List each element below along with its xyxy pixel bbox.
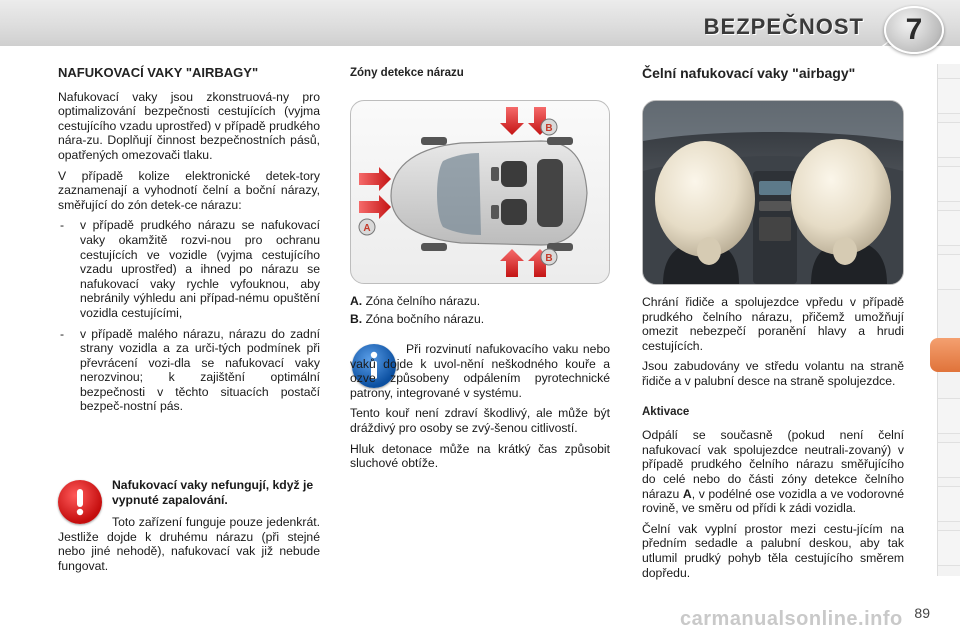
car-top-view-diagram <box>351 101 609 283</box>
chapter-tab[interactable] <box>938 398 960 434</box>
info-block <box>350 342 610 477</box>
right-column <box>642 295 904 586</box>
section-title-front-airbags: Čelní nafukovací vaky "airbagy" <box>642 65 856 81</box>
info-paragraph-noise: Hluk detonace může na krátký čas způsobit sluchové obtíže. <box>350 441 610 471</box>
warning-text: Toto zařízení funguje pouze jedenkrát. Jestliže dojde k druhému nárazu (při stejné nebo jiné nehodě), nafukovací vak již nebude fungovat. <box>58 515 320 573</box>
chapter-title: BEZPEČNOST <box>703 14 864 39</box>
chapter-tab[interactable] <box>938 486 960 522</box>
activation-paragraph: Odpálí se současně (pokud není čelní nafukovací vak spolujezdce neutrali-zovaný) v případě prudkého čelního nárazu směřujícího do celé nebo do části zóny detekce čelního nárazu A, v podélné ose vozidla a ve vodorovné rovině, ve směru od přídi k zádi vozidla. <box>642 428 904 516</box>
front-impact-arrows <box>359 167 391 219</box>
deployment-list <box>58 218 320 414</box>
chapter-tab[interactable] <box>938 210 960 246</box>
impact-zones-illustration <box>350 100 610 284</box>
section-title-airbags: NAFUKOVACÍ VAKY "AIRBAGY" <box>58 65 259 80</box>
legend-item-a: A. Zóna čelního nárazu. <box>350 294 481 308</box>
chapter-tab-active[interactable] <box>930 338 960 372</box>
warning-block <box>58 478 320 580</box>
chapter-tab[interactable] <box>938 442 960 478</box>
front-airbags-photo <box>642 100 904 285</box>
chapter-number-badge: 7 <box>884 6 944 54</box>
left-column <box>58 66 320 420</box>
location-paragraph: Jsou zabudovány ve středu volantu na straně řidiče a v palubní desce na straně spolujezdce. <box>642 359 904 388</box>
info-paragraph-smoke: Při rozvinutí nafukovacího vaku nebo vaků dojde k uvol-nění neškodného kouře a ozve způsobeny odpálením pyrotechnické patrony, integrované v systému. <box>350 342 610 400</box>
list-item: - v případě prudkého nárazu se nafukovací vaky okamžitě rozvi-nou pro ochranu cestujících ve vozidle (vyjma cestujícího vzadu uprostřed) a ihned po nárazu se nafukovací vaky rychle vyfouknou, aby nebránily výhledu ani případ-nému opuštění vozidla cestujícími, <box>58 218 320 320</box>
zone-legend <box>350 294 610 326</box>
fill-space-paragraph: Čelní vak vyplní prostor mezi cestu-jícím na předním sedadle a palubní deskou, aby tak utlumil prudký pohyb těla cestujícího směrem dopředu. <box>642 521 904 580</box>
list-item: - v případě malého nárazu, nárazu do zadní strany vozidla a za urči-tých podmínek při převrácení vozi-dla se nafukovací vaky nerozvinou; k zajištění optimální bezpečnosti v těchto situacích postačí bezpeč-nostní pás. <box>58 327 320 415</box>
zone-label-b-top: B <box>545 123 553 134</box>
protection-paragraph: Chrání řidiče a spolujezdce vpředu v případě prudkého čelního nárazu, přičemž umožňují omezit nebezpečí poranění hlavy a hrudi cestujících. <box>642 295 904 353</box>
watermark: carmanualsonline.info <box>680 608 903 630</box>
chapter-tab[interactable] <box>938 78 960 114</box>
middle-column <box>350 66 610 81</box>
page-number: 89 <box>914 605 930 621</box>
intro-paragraph: Nafukovací vaky jsou zkonstruová-ny pro optimalizování bezpečnosti cestujících (vyjma cestujícího vzadu uprostřed) v případě prudkého nára-zu. Doplňují činnost bezpečnostních pásů, opatřených omezovači tlaku. <box>58 89 320 162</box>
activation-title: Aktivace <box>642 405 690 418</box>
right-column-header <box>642 66 904 81</box>
detection-paragraph: V případě kolize elektronické detek-tory zaznamenají a vyhodnotí čelní a boční nárazy, směřující do zón detek-ce nárazu: <box>58 168 320 212</box>
section-title-zones: Zóny detekce nárazu <box>350 67 464 79</box>
chapter-tab[interactable] <box>938 254 960 290</box>
dashboard-airbags-illustration <box>643 101 903 284</box>
zone-label-b-bottom: B <box>545 253 553 264</box>
chapter-tab-strip <box>937 64 960 576</box>
warning-title: Nafukovací vaky nefungují, když je vypnuté zapalování. <box>112 478 314 507</box>
legend-item-b: B. Zóna bočního nárazu. <box>350 311 485 326</box>
zone-label-a: A <box>363 223 371 234</box>
chapter-tab[interactable] <box>938 122 960 158</box>
info-paragraph-health: Tento kouř není zdraví škodlivý, ale může být dráždivý pro osoby se zvý-šenou citlivostí. <box>350 406 610 435</box>
chapter-tab[interactable] <box>938 530 960 566</box>
chapter-tab[interactable] <box>938 166 960 202</box>
